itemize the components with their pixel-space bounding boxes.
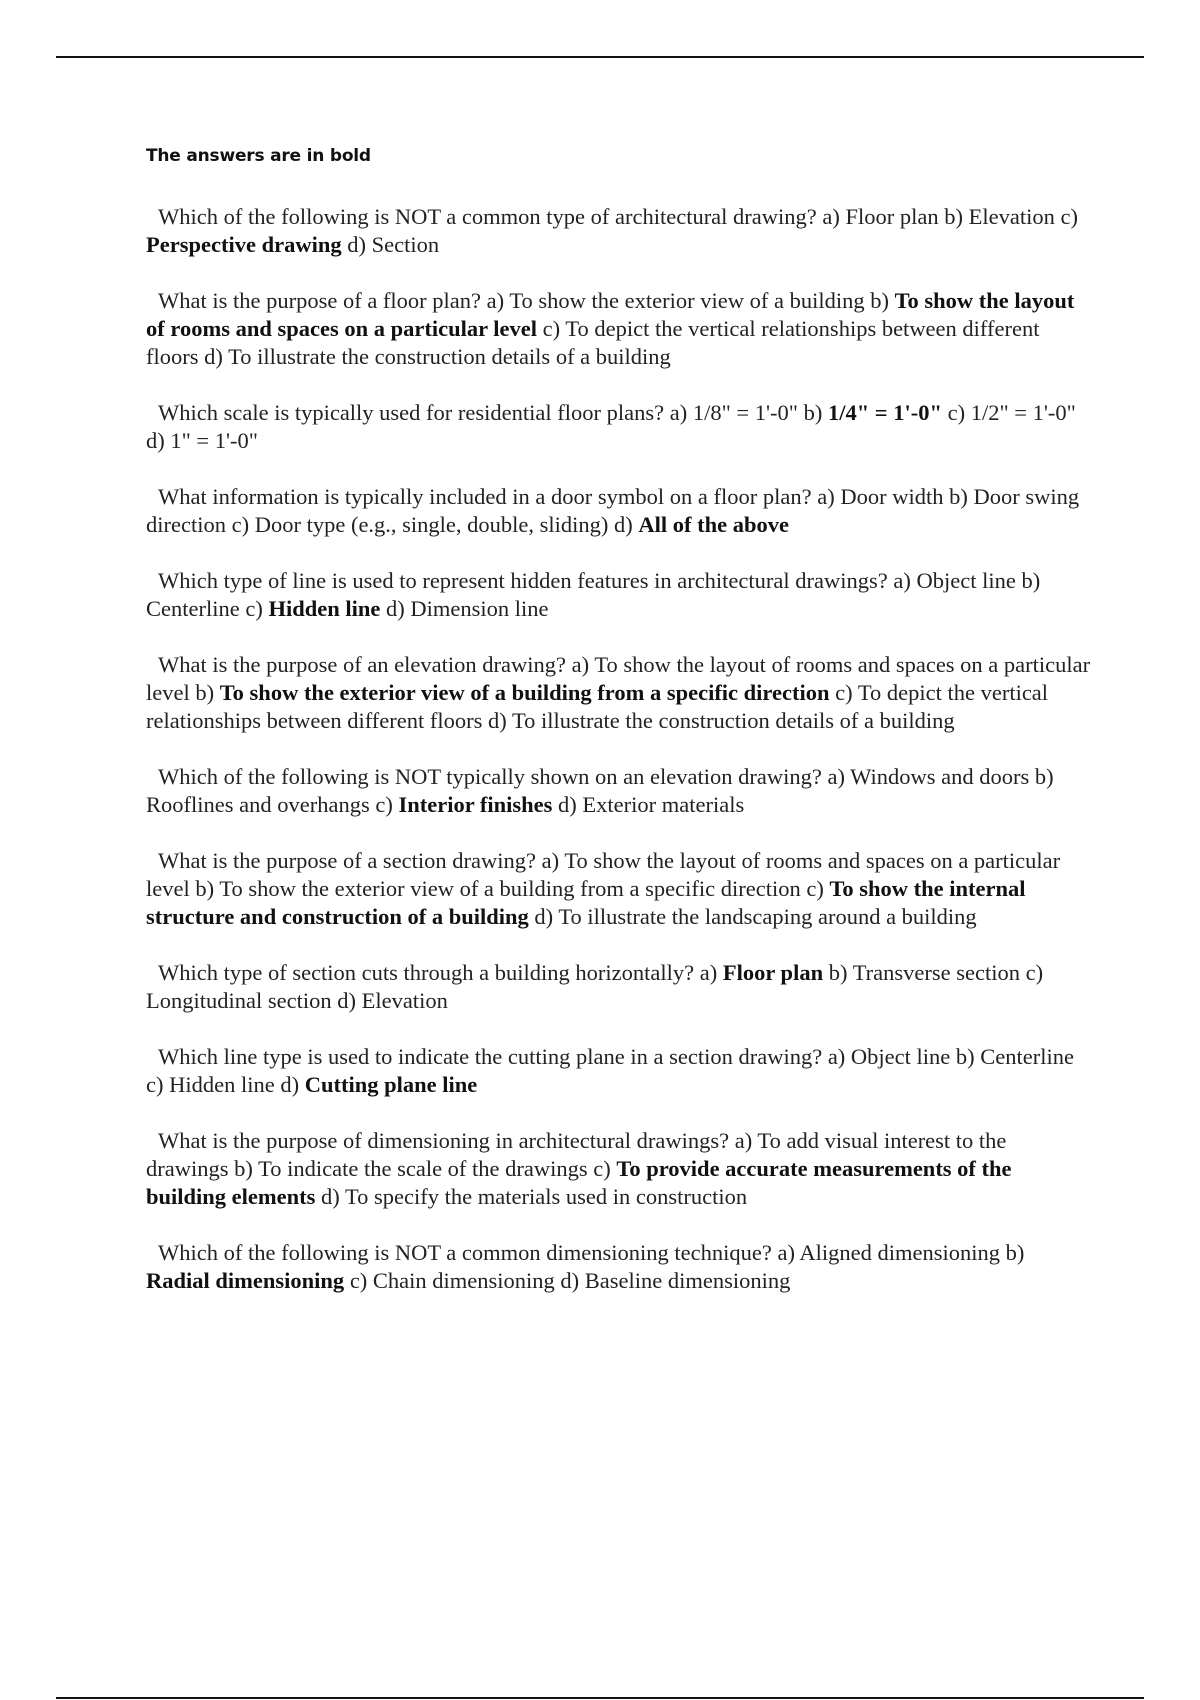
option-letter: a) [699,960,718,985]
correct-answer: To show the exterior view of a building from a specific direction [219,680,830,705]
question-text: Which type of line is used to represent hidden features in architectural drawings? [158,568,888,593]
option-text: To specify the materials used in construction [345,1184,748,1209]
option-letter: b) [944,204,963,229]
question-text: Which of the following is NOT a common type of architectural drawing? [158,204,817,229]
correct-answer: Cutting plane line [304,1072,478,1097]
option-letter: b) [1005,1240,1025,1265]
option-letter: a) [571,652,590,677]
question-text: Which of the following is NOT a common dimensioning technique? [158,1240,772,1265]
question-item [146,847,1092,931]
option-text: Door width [840,484,944,509]
correct-answer: 1/4" = 1'-0" [827,400,942,425]
question-item [146,1239,1092,1295]
option-text: Longitudinal section [146,988,332,1013]
option-letter: c) [593,1156,611,1181]
question-text: What is the purpose of an elevation drawing? [158,652,566,677]
option-letter: b) [803,400,823,425]
bottom-rule [56,1697,1144,1699]
correct-answer: Hidden line [268,596,381,621]
option-text: Windows and doors [850,764,1030,789]
option-text: 1" = 1'-0" [170,428,258,453]
option-text: To add visual interest to the drawings [146,1128,1007,1181]
option-letter: d) [280,1072,300,1097]
option-text: Elevation [361,988,448,1013]
option-text: To show the exterior view of a building from a specific direction [219,876,801,901]
option-text: Door type (e.g., single, double, sliding) [254,512,609,537]
question-text: Which line type is used to indicate the cutting plane in a section drawing? [158,1044,823,1069]
question-text: What information is typically included in a door symbol on a floor plan? [158,484,812,509]
option-text: To indicate the scale of the drawings [258,1156,588,1181]
option-letter: b) [955,1044,975,1069]
option-text: Rooflines and overhangs [146,792,370,817]
correct-answer: Radial dimensioning [146,1268,345,1293]
correct-answer: To show the layout of rooms and spaces on a particular level [146,288,1075,341]
option-text: Elevation [968,204,1055,229]
option-letter: b) [828,960,848,985]
option-text: Object line [916,568,1016,593]
question-text: Which type of section cuts through a building horizontally? [158,960,695,985]
question-item [146,483,1092,539]
option-letter: c) [542,316,561,341]
option-letter: c) [245,596,263,621]
question-list [146,203,1092,1323]
option-letter: b) [870,288,889,313]
option-letter: a) [734,1128,753,1153]
option-letter: d) [558,792,577,817]
option-text: To show the exterior view of a building [509,288,865,313]
option-letter: a) [822,204,840,229]
option-letter: a) [777,1240,795,1265]
option-text: Object line [850,1044,951,1069]
correct-answer: To show the internal structure and construction of a building [146,876,1026,929]
option-letter: d) [534,904,554,929]
option-letter: d) [386,596,405,621]
option-text: To show the layout of rooms and spaces on a particular level [146,652,1091,705]
option-letter: d) [560,1268,580,1293]
option-letter: a) [827,764,845,789]
option-letter: c) [835,680,853,705]
correct-answer: Interior finishes [398,792,553,817]
option-letter: c) [1060,204,1078,229]
option-text: Hidden line [169,1072,275,1097]
option-text: To depict the vertical relationships between different floors [146,680,1049,733]
option-letter: c) [146,1072,164,1097]
correct-answer: Perspective drawing [146,232,342,257]
option-letter: d) [321,1184,340,1209]
option-text: Chain dimensioning [372,1268,555,1293]
correct-answer: Floor plan [722,960,824,985]
correct-answer: All of the above [638,512,790,537]
option-text: To illustrate the landscaping around a building [558,904,977,929]
option-text: 1/2" = 1'-0" [970,400,1076,425]
option-letter: a) [817,484,835,509]
option-letter: d) [614,512,633,537]
option-text: Door swing direction [146,484,1080,537]
option-letter: c) [349,1268,368,1293]
option-letter: a) [541,848,560,873]
option-letter: b) [1034,764,1054,789]
question-item [146,959,1092,1015]
question-text: Which scale is typically used for residential floor plans? [158,400,665,425]
option-text: To depict the vertical relationships between different floors [146,316,1040,369]
option-text: Exterior materials [582,792,745,817]
option-letter: b) [1021,568,1041,593]
option-letter: c) [231,512,250,537]
option-letter: b) [949,484,968,509]
option-text: Dimension line [410,596,549,621]
question-item [146,1127,1092,1211]
option-text: Floor plan [845,204,939,229]
option-letter: a) [486,288,505,313]
option-text: Baseline dimensioning [584,1268,791,1293]
option-text: Centerline [980,1044,1074,1069]
question-item [146,651,1092,735]
option-letter: c) [806,876,824,901]
option-text: Aligned dimensioning [799,1240,1000,1265]
question-item [146,399,1092,455]
question-item [146,1043,1092,1099]
question-text: What is the purpose of a floor plan? [158,288,482,313]
question-item [146,567,1092,623]
question-item [146,203,1092,259]
question-item [146,763,1092,819]
option-letter: a) [827,1044,846,1069]
question-text: What is the purpose of dimensioning in architectural drawings? [158,1128,730,1153]
question-text: Which of the following is NOT typically shown on an elevation drawing? [158,764,822,789]
option-letter: a) [669,400,688,425]
option-letter: d) [204,344,223,369]
question-item [146,287,1092,371]
page-heading: The answers are in bold [146,146,371,166]
option-letter: c) [375,792,393,817]
option-letter: d) [347,232,366,257]
option-text: Transverse section [852,960,1020,985]
option-text: To illustrate the construction details of a building [511,708,955,733]
option-letter: c) [1025,960,1044,985]
option-letter: d) [146,428,165,453]
option-text: Centerline [146,596,240,621]
option-text: To illustrate the construction details of a building [228,344,671,369]
option-letter: b) [195,680,215,705]
option-letter: b) [234,1156,253,1181]
option-letter: a) [893,568,911,593]
correct-answer: To provide accurate measurements of the building elements [146,1156,1012,1209]
option-letter: b) [195,876,215,901]
option-text: To show the layout of rooms and spaces on a particular level [146,848,1061,901]
option-letter: d) [487,708,507,733]
option-text: 1/8" = 1'-0" [692,400,798,425]
option-letter: d) [337,988,356,1013]
option-letter: c) [947,400,966,425]
question-text: What is the purpose of a section drawing? [158,848,537,873]
option-text: Section [371,232,440,257]
top-rule [56,56,1144,58]
